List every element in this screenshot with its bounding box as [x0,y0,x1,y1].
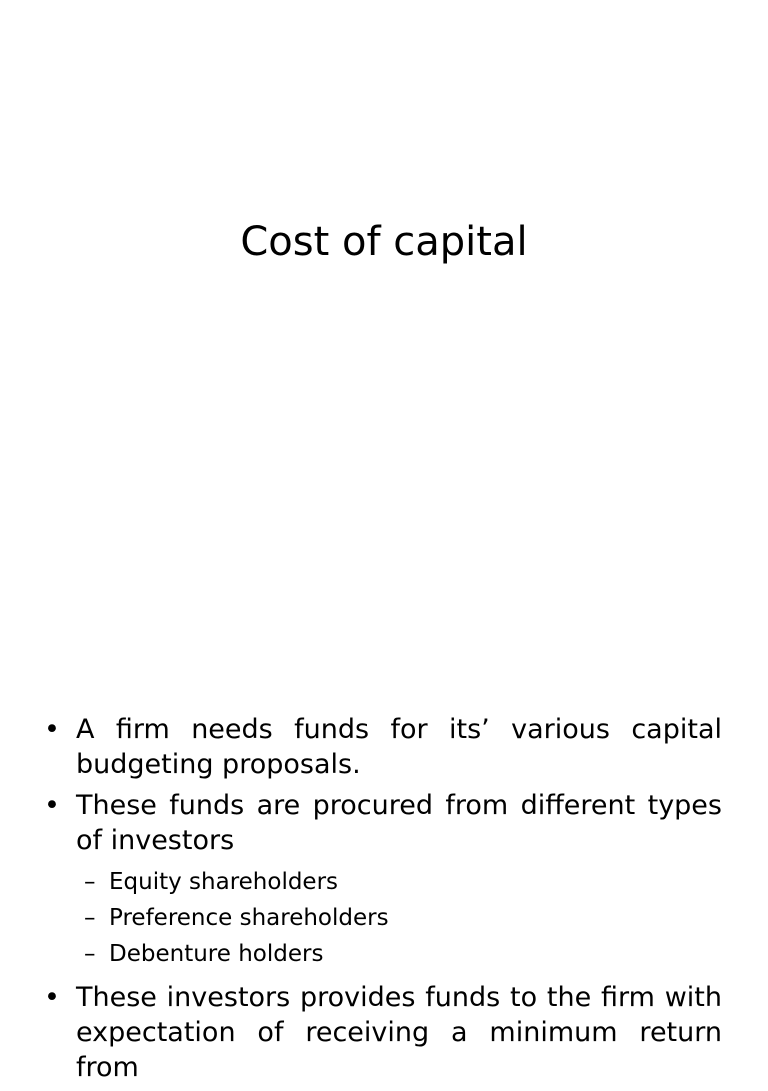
bullet-item [44,788,722,858]
sub-bullet-item [44,864,722,900]
bullet-item [44,712,722,782]
sub-bullet-text: Preference shareholders [109,905,389,931]
sub-bullet-marker: – [84,941,96,967]
sub-bullet-marker: – [84,869,96,895]
bullet-text: These investors provides funds to the firm with expectation of receiving a minimum return from [76,982,722,1083]
bullet-marker: • [44,790,60,821]
bullet-marker: • [44,714,60,745]
sub-bullet-text: Debenture holders [109,941,324,967]
sub-bullet-text: Equity shareholders [109,869,339,895]
sub-bullet-marker: – [84,905,96,931]
slide-2-content [44,712,722,1091]
bullet-text: These funds are procured from different types of investors [76,790,722,856]
sub-bullet-item [44,900,722,936]
slide-title: Cost of capital [240,219,528,265]
bullet-item [44,980,722,1085]
bullet-text: A firm needs funds for its’ various capital budgeting proposals. [76,714,722,780]
sub-bullet-item [44,936,722,972]
bullet-marker: • [44,982,60,1013]
sub-bullet-list [44,864,722,972]
